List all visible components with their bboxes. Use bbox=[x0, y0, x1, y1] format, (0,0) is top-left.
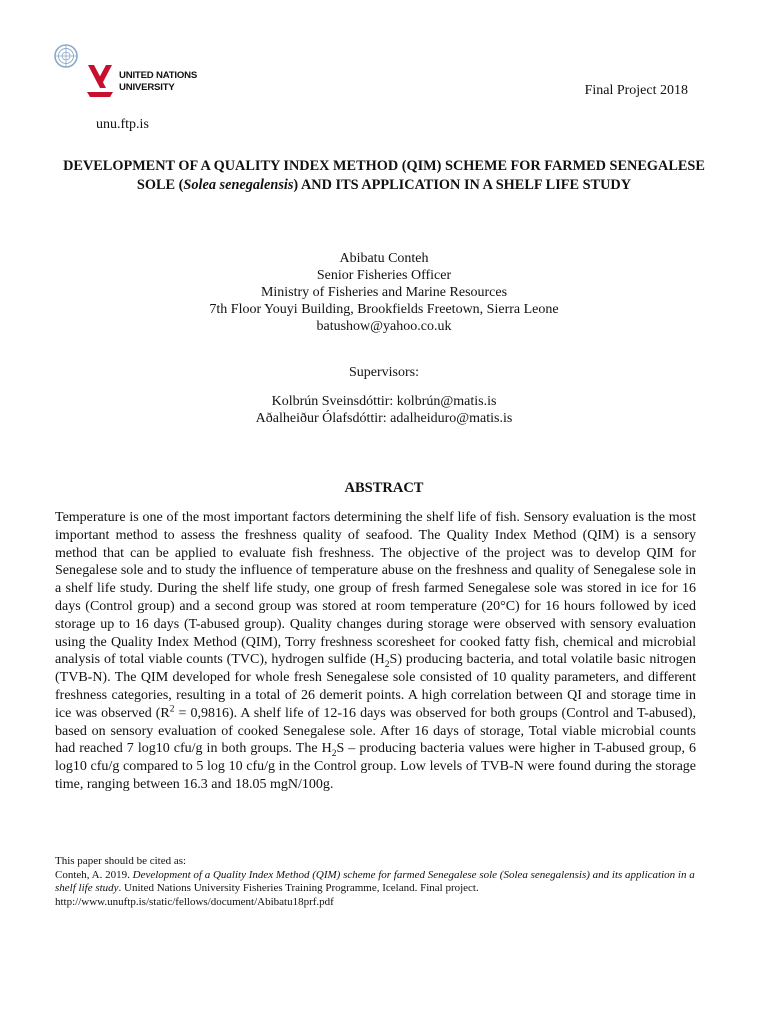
citation-intro: This paper should be cited as: bbox=[55, 855, 187, 867]
supervisors-label: Supervisors: bbox=[349, 365, 419, 380]
subscript: 2 bbox=[331, 749, 337, 760]
supervisor-item: Aðalheiður Ólafsdóttir: adalheiduro@matis.is bbox=[255, 411, 513, 426]
superscript: 2 bbox=[169, 704, 175, 715]
title-part1: DEVELOPMENT OF A QUALITY INDEX METHOD (QIM) SCHEME FOR FARMED SENEGALESE SOLE ( bbox=[63, 158, 705, 193]
author-position: Senior Fisheries Officer bbox=[316, 268, 452, 283]
abstract-body bbox=[55, 509, 696, 794]
author-block bbox=[60, 250, 708, 335]
author-ministry: Ministry of Fisheries and Marine Resources bbox=[260, 285, 508, 300]
supervisors-list bbox=[60, 393, 708, 427]
paper-title bbox=[60, 157, 708, 195]
citation-block bbox=[55, 855, 715, 909]
abstract-heading: ABSTRACT bbox=[344, 480, 424, 496]
unu-mark-icon bbox=[84, 64, 116, 98]
citation-rest: . United Nations University Fisheries Training Programme, Iceland. Final project. bbox=[118, 882, 479, 895]
logo-line2: UNIVERSITY bbox=[119, 82, 175, 93]
abstract-text: Temperature is one of the most important factors determining the shelf life of fish. Sensory evaluation is the most important method to assess the freshness quality of seafood. The Quality Index Method (QIM) is a sensory method that can be applied to evaluate fish freshness. The objective of the project was to develop QIM for Senegalese sole and to study the influence of temperature abuse on the freshness and quality of Senegalese sole in a shelf life study. During the shelf life study, one group of fresh farmed Senegalese sole was stored in ice for 16 days (Control group) and a second group was stored at room temperature (20°C) for 16 hours followed by iced storage up to 16 days (T-abused group). Quality changes during storage were observed with sensory evaluation using the Quality Index Method (QIM), Torry freshness scoresheet for cooked fatty fish, chemical and microbial analysis of total viable counts (TVC), hydrogen sulfide (H bbox=[55, 510, 696, 668]
site-url: unu.ftp.is bbox=[96, 117, 149, 132]
author-email: batushow@yahoo.co.uk bbox=[316, 319, 452, 334]
subscript: 2 bbox=[384, 660, 390, 671]
project-label: Final Project 2018 bbox=[584, 83, 688, 98]
logo-line1: UNITED NATIONS bbox=[119, 70, 198, 81]
citation-url-link[interactable]: http://www.unuftp.is/static/fellows/document/Abibatu18prf.pdf bbox=[55, 895, 334, 908]
citation-text bbox=[55, 869, 715, 896]
supervisor-item: Kolbrún Sveinsdóttir: kolbrún@matis.is bbox=[271, 394, 497, 409]
citation-title: Development of a Quality Index Method (QIM) scheme for farmed Senegalese sole (Solea senegalensis) and its application in a shelf life study bbox=[55, 868, 695, 895]
unu-logo bbox=[52, 38, 202, 98]
author-address: 7th Floor Youyi Building, Brookfields Freetown, Sierra Leone bbox=[209, 302, 559, 317]
abstract-text: S – producing bacteria values were higher in T-abused group, 6 log10 cfu/g compared to 5 log 10 cfu/g in the Control group. Low levels of TVB-N were found during the storage time, ranging between 16.3 and 18.05 mgN/100g. bbox=[55, 741, 696, 792]
un-emblem-icon bbox=[52, 42, 80, 70]
title-species: Solea senegalensis bbox=[183, 177, 294, 193]
citation-author: Conteh, A. 2019. bbox=[55, 868, 133, 881]
author-name: Abibatu Conteh bbox=[339, 251, 429, 266]
abstract-text: = 0,9816). A shelf life of 12-16 days was observed for both groups (Control and T-abused), based on sensory evaluation of cooked Senegalese sole. After 16 days of storage, Total viable microbial counts had reached 7 log10 cfu/g in both groups. The H bbox=[55, 705, 696, 757]
title-part2: ) AND ITS APPLICATION IN A SHELF LIFE STUDY bbox=[293, 177, 632, 193]
abstract-text: S) producing bacteria, and total volatile basic nitrogen (TVB-N). The QIM developed for whole fresh Senegalese sole consisted of 10 quality parameters, and different freshness categories, resulting in a total of 26 demerit points. A high correlation between QI and storage time in ice was observed (R bbox=[55, 652, 697, 721]
